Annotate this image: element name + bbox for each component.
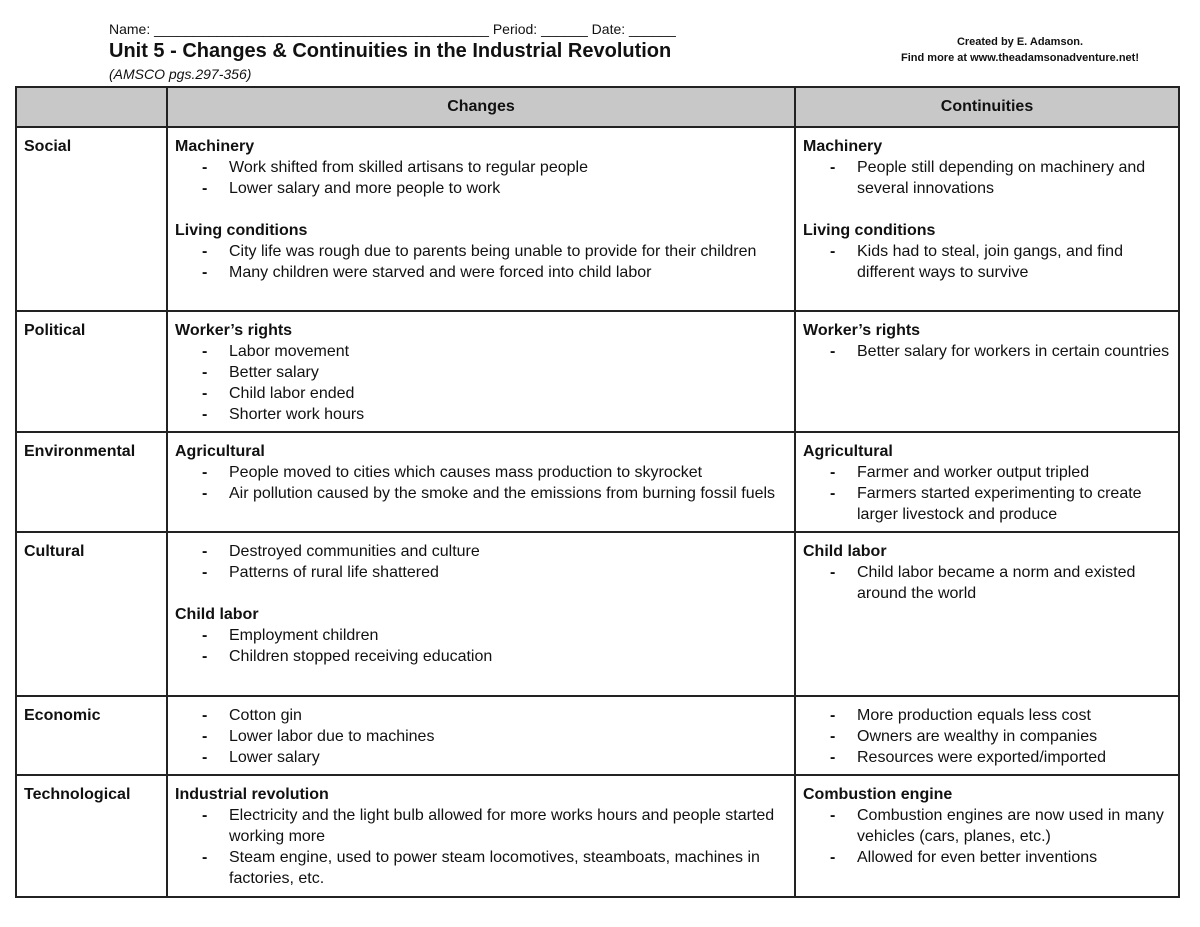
bullet-list [803, 157, 1171, 199]
column-header-continuities: Continuities [795, 87, 1179, 127]
bullet-list [175, 341, 787, 425]
group-heading: Child labor [175, 606, 259, 623]
credit-block [870, 34, 1170, 66]
continuities-cell [795, 311, 1179, 432]
list-item: - Destroyed communities and culture [202, 541, 787, 562]
list-item: - Employment children [202, 625, 787, 646]
row-category: Technological [16, 775, 167, 897]
bullet-list [175, 241, 787, 283]
list-item: - Resources were exported/imported [830, 747, 1171, 768]
bullet-list [175, 541, 787, 583]
credit-author: Created by E. Adamson. [956, 36, 1084, 48]
list-item: - Steam engine, used to power steam locomotives, steamboats, machines in factories, etc. [202, 847, 787, 889]
changes-cell [167, 311, 795, 432]
row-category: Economic [16, 696, 167, 775]
list-item: - Lower salary [202, 747, 787, 768]
bullet-list [803, 562, 1171, 604]
bullet-list [803, 805, 1171, 868]
changes-cell [167, 696, 795, 775]
changes-cell [167, 775, 795, 897]
list-item: - Cotton gin [202, 705, 787, 726]
table-body [16, 127, 1179, 897]
group-heading: Combustion engine [803, 786, 953, 803]
list-item: - Labor movement [202, 341, 787, 362]
list-item: - Combustion engines are now used in many vehicles (cars, planes, etc.) [830, 805, 1171, 847]
group-heading: Agricultural [175, 443, 265, 460]
list-item: - Air pollution caused by the smoke and the emissions from burning fossil fuels [202, 483, 787, 504]
group-heading: Worker’s rights [175, 322, 293, 339]
group-heading: Machinery [803, 138, 883, 155]
list-item: - Child labor became a norm and existed around the world [830, 562, 1171, 604]
credit-website: Find more at www.theadamsonadventure.net! [901, 52, 1139, 64]
group-spacer [175, 199, 787, 220]
list-item: - City life was rough due to parents being unable to provide for their children [202, 241, 787, 262]
list-item: - Lower labor due to machines [202, 726, 787, 747]
group-spacer [175, 583, 787, 604]
row-category: Cultural [16, 532, 167, 696]
table-row [16, 127, 1179, 311]
worksheet-header [0, 0, 1200, 86]
list-item: - Owners are wealthy in companies [830, 726, 1171, 747]
group-heading: Living conditions [175, 222, 308, 239]
row-category: Social [16, 127, 167, 311]
list-item: - Patterns of rural life shattered [202, 562, 787, 583]
continuities-cell [795, 432, 1179, 532]
list-item: - Kids had to steal, join gangs, and find different ways to survive [830, 241, 1171, 283]
group-heading: Agricultural [803, 443, 893, 460]
list-item: - People still depending on machinery and several innovations [830, 157, 1171, 199]
table-row [16, 532, 1179, 696]
group-heading: Living conditions [803, 222, 936, 239]
table-row [16, 775, 1179, 897]
continuities-cell [795, 127, 1179, 311]
bullet-list [803, 341, 1171, 362]
bullet-list [803, 241, 1171, 283]
list-item: - Children stopped receiving education [202, 646, 787, 667]
table-row [16, 432, 1179, 532]
row-category: Environmental [16, 432, 167, 532]
changes-cell [167, 432, 795, 532]
continuities-cell [795, 696, 1179, 775]
list-item: - Many children were starved and were forced into child labor [202, 262, 787, 283]
changes-cell [167, 532, 795, 696]
continuities-cell [795, 532, 1179, 696]
list-item: - People moved to cities which causes mass production to skyrocket [202, 462, 787, 483]
column-header-changes: Changes [167, 87, 795, 127]
list-item: - Better salary [202, 362, 787, 383]
page-title: Unit 5 - Changes & Continuities in the Industrial Revolution [109, 40, 672, 62]
table-row [16, 696, 1179, 775]
list-item: - Shorter work hours [202, 404, 787, 425]
changes-cell [167, 127, 795, 311]
list-item: - Better salary for workers in certain countries [830, 341, 1171, 362]
column-header-category [16, 87, 167, 127]
group-heading: Machinery [175, 138, 255, 155]
group-heading: Worker’s rights [803, 322, 921, 339]
page-subtitle: (AMSCO pgs.297-356) [109, 66, 252, 82]
bullet-list [803, 705, 1171, 768]
group-heading: Industrial revolution [175, 786, 329, 803]
bullet-list [175, 705, 787, 768]
row-category: Political [16, 311, 167, 432]
bullet-list [175, 157, 787, 199]
table-row [16, 311, 1179, 432]
list-item: - Farmer and worker output tripled [830, 462, 1171, 483]
continuities-cell [795, 775, 1179, 897]
bullet-list [803, 462, 1171, 525]
group-spacer [803, 199, 1171, 220]
bullet-list [175, 462, 787, 504]
list-item: - More production equals less cost [830, 705, 1171, 726]
list-item: - Farmers started experimenting to create larger livestock and produce [830, 483, 1171, 525]
list-item: - Electricity and the light bulb allowed for more works hours and people started working more [202, 805, 787, 847]
group-heading: Child labor [803, 543, 887, 560]
name-period-date-line: Name: ___________________________________________ Period: ______ Date: ______ [109, 21, 676, 37]
list-item: - Lower salary and more people to work [202, 178, 787, 199]
changes-continuities-table [15, 86, 1180, 898]
list-item: - Work shifted from skilled artisans to regular people [202, 157, 787, 178]
table-header-row [16, 87, 1179, 127]
bullet-list [175, 805, 787, 889]
bullet-list [175, 625, 787, 667]
list-item: - Allowed for even better inventions [830, 847, 1171, 868]
list-item: - Child labor ended [202, 383, 787, 404]
